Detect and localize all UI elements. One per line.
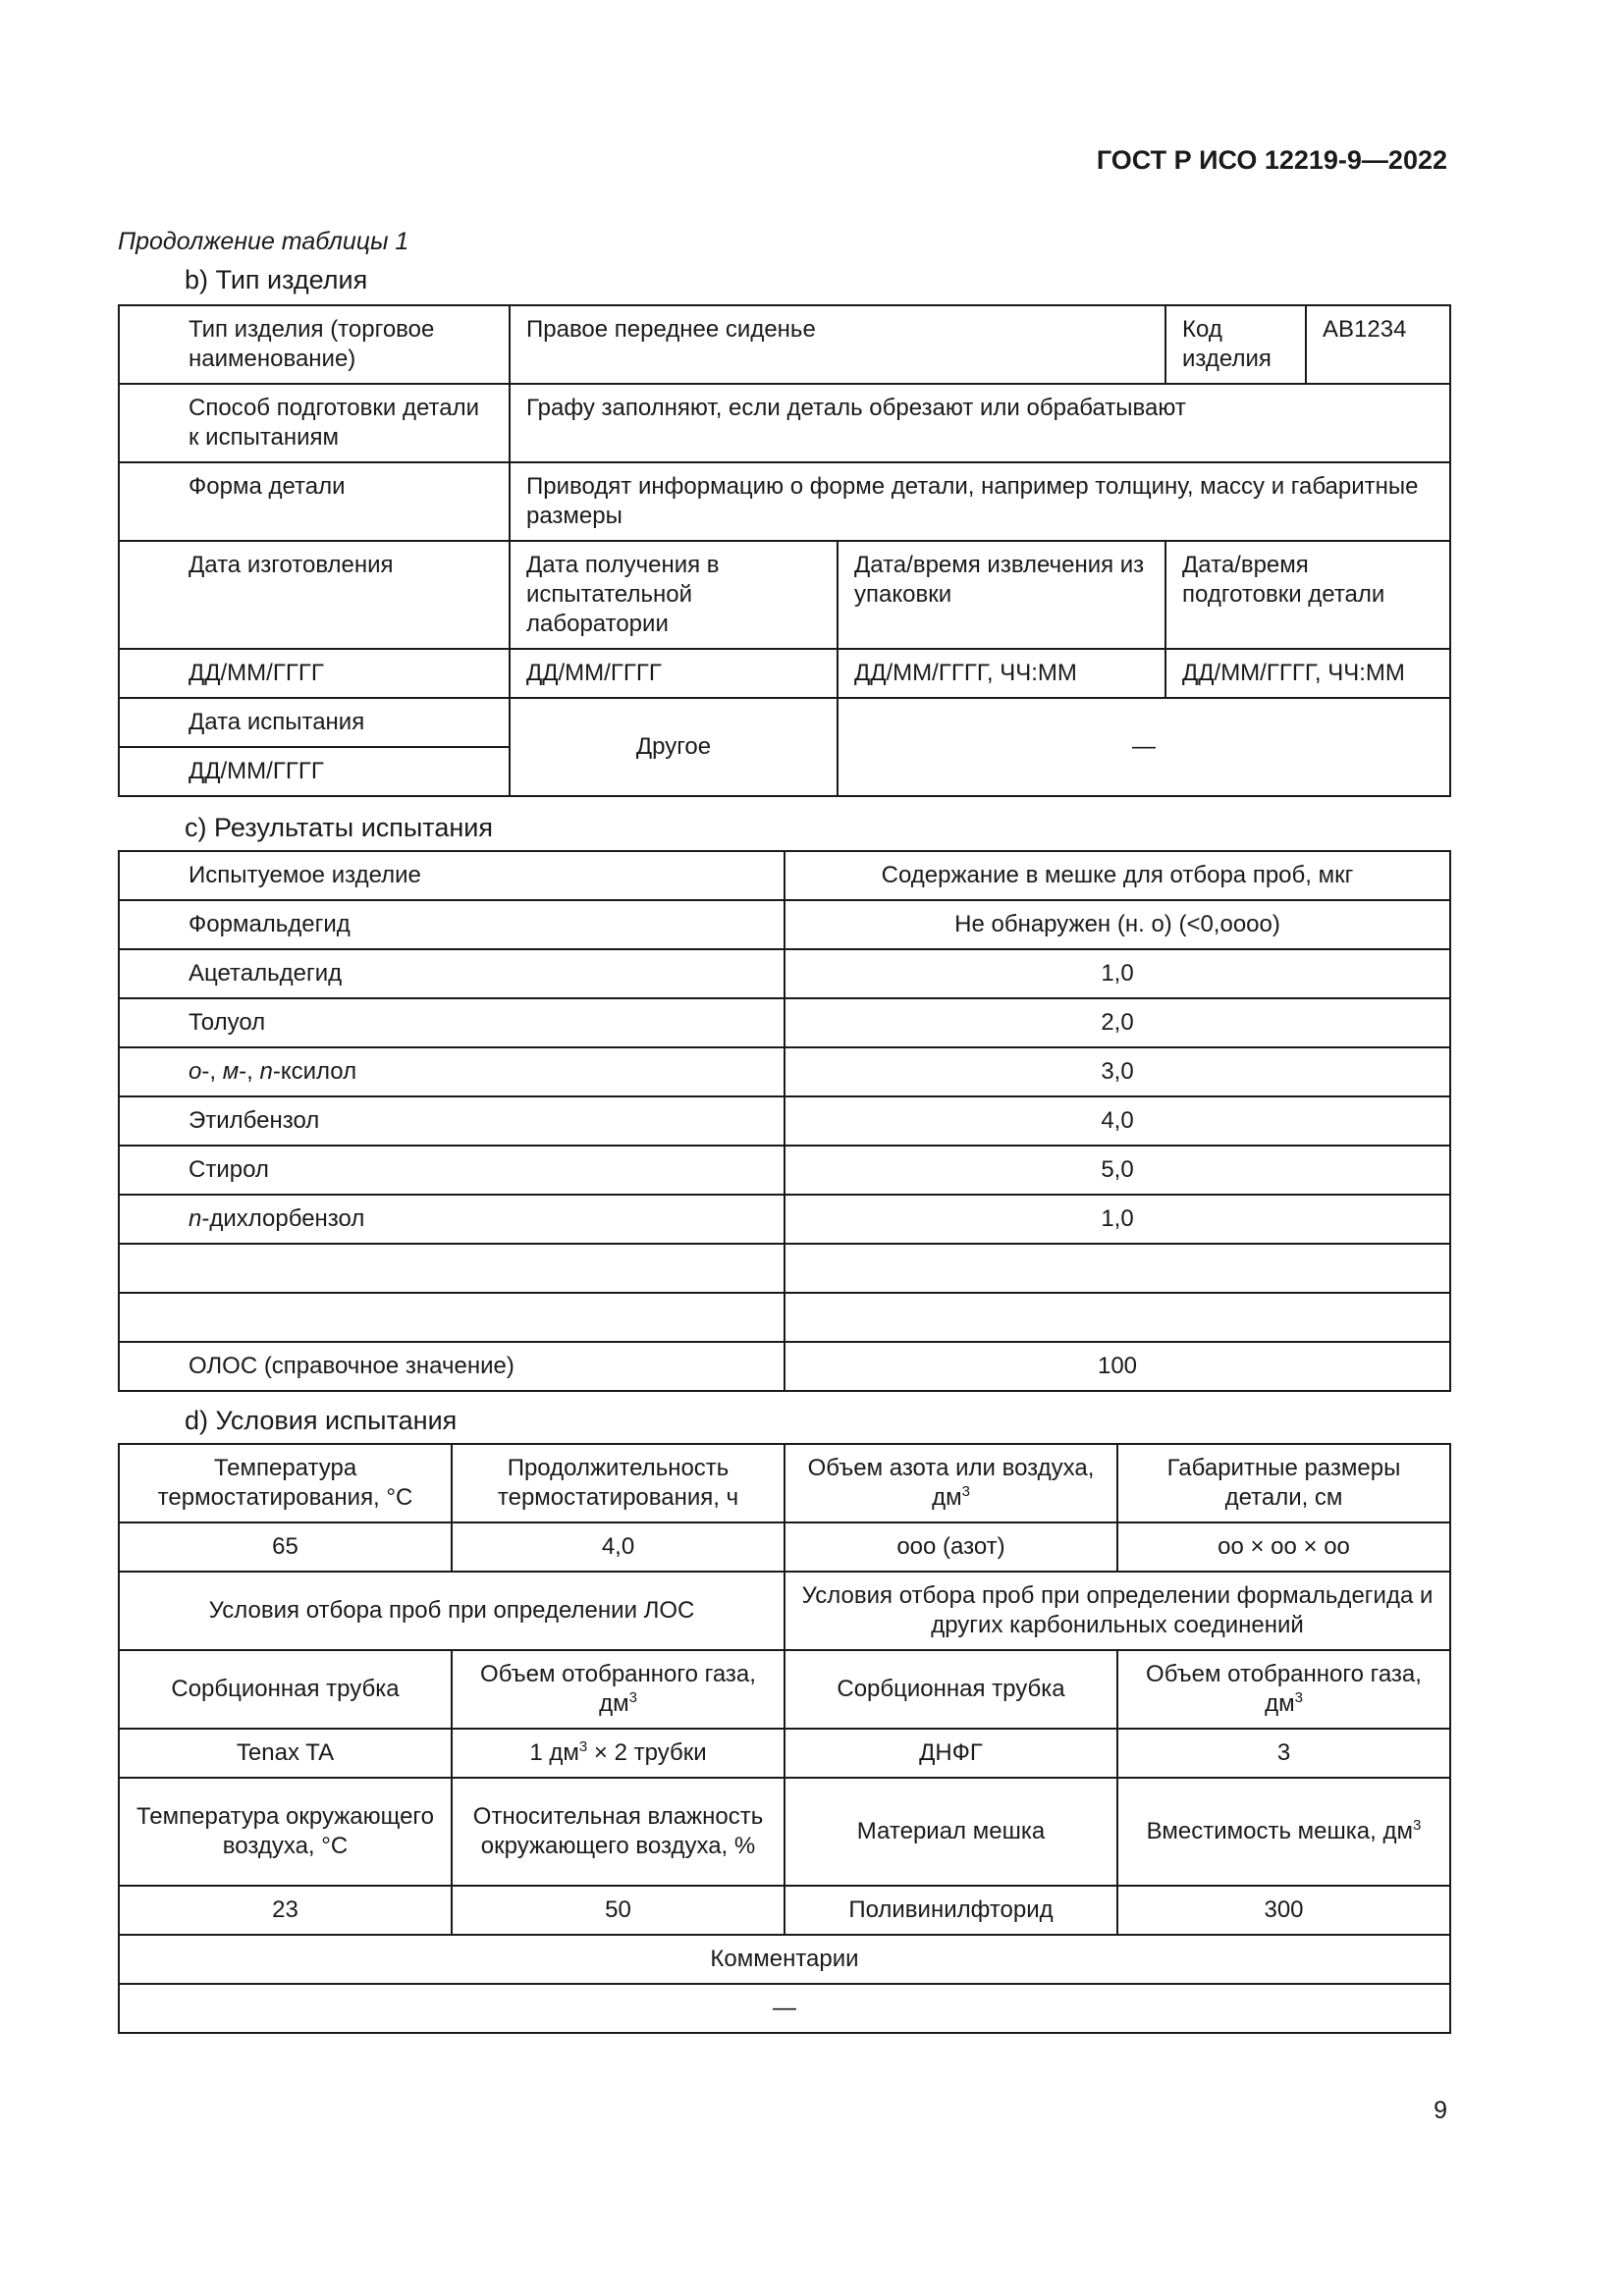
substance-value: 4,0 <box>785 1096 1450 1146</box>
part-dimensions-header: Габаритные размеры детали, см <box>1117 1444 1450 1522</box>
substance-name: Ацетальдегид <box>119 949 785 998</box>
substance-name: Стирол <box>119 1146 785 1195</box>
results-header-item: Испытуемое изделие <box>119 851 785 900</box>
voc-tube-header: Сорбционная трубка <box>119 1650 452 1729</box>
section-b-title: b) Тип изделия <box>185 265 368 294</box>
preparation-date-header: Дата/время подготовки детали <box>1165 541 1450 649</box>
bag-material-header: Материал мешка <box>785 1778 1117 1886</box>
unpack-date-header: Дата/время извлечения из упаковки <box>838 541 1165 649</box>
table-row <box>119 1195 1450 1244</box>
substance-value: 100 <box>785 1342 1450 1391</box>
manufacture-date-value: ДД/ММ/ГГГГ <box>119 649 510 698</box>
voc-gas-volume-value <box>452 1729 785 1778</box>
table-continuation-label: Продолжение таблицы 1 <box>118 228 409 255</box>
product-code-value: AB1234 <box>1306 305 1450 384</box>
carbonyl-gas-volume-header-text: Объем отобранного газа, дм <box>1146 1661 1422 1717</box>
other-value: — <box>838 698 1450 796</box>
superscript: 3 <box>961 1483 970 1500</box>
thermo-duration-value: 4,0 <box>452 1522 785 1572</box>
bag-capacity-value: 300 <box>1117 1886 1450 1935</box>
ambient-humidity-header: Относительная влажность окружающего воздуха, % <box>452 1778 785 1886</box>
section-c-title: c) Результаты испытания <box>185 813 493 842</box>
product-type-table <box>118 304 1451 797</box>
results-table <box>118 850 1451 1392</box>
product-code-label: Код изделия <box>1165 305 1306 384</box>
carbonyl-tube-header: Сорбционная трубка <box>785 1650 1117 1729</box>
table-row <box>119 998 1450 1047</box>
shape-label: Форма детали <box>119 462 510 541</box>
carbonyl-sampling-header: Условия отбора проб при определении формальдегида и других карбонильных соединений <box>785 1572 1450 1650</box>
table-row <box>119 1146 1450 1195</box>
voc-gas-volume-unit: 1 дм <box>529 1739 579 1766</box>
substance-name-prefix-o: о <box>189 1058 202 1085</box>
superscript: 3 <box>628 1689 637 1706</box>
voc-gas-volume-header <box>452 1650 785 1729</box>
substance-value: 3,0 <box>785 1047 1450 1096</box>
results-header-content: Содержание в мешке для отбора проб, мкг <box>785 851 1450 900</box>
receipt-date-value: ДД/ММ/ГГГГ <box>510 649 838 698</box>
substance-name: ОЛОС (справочное значение) <box>119 1342 785 1391</box>
ambient-temp-header: Температура окружающего воздуха, °С <box>119 1778 452 1886</box>
substance-value: Не обнаружен (н. о) (<0,оооо) <box>785 900 1450 949</box>
test-date-value: ДД/ММ/ГГГГ <box>119 747 510 796</box>
substance-name: Толуол <box>119 998 785 1047</box>
substance-name-base: -дихлорбензол <box>201 1205 365 1232</box>
table-row <box>119 1342 1450 1391</box>
substance-value <box>785 1244 1450 1293</box>
comments-label: Комментарии <box>119 1935 1450 1984</box>
unpack-date-value: ДД/ММ/ГГГГ, ЧЧ:ММ <box>838 649 1165 698</box>
substance-name <box>119 1293 785 1342</box>
shape-value: Приводят информацию о форме детали, например толщину, массу и габаритные размеры <box>510 462 1450 541</box>
other-label: Другое <box>510 698 838 796</box>
table-row <box>119 900 1450 949</box>
table-row <box>119 949 1450 998</box>
substance-name <box>119 1195 785 1244</box>
substance-value: 5,0 <box>785 1146 1450 1195</box>
superscript: 3 <box>1294 1689 1303 1706</box>
carbonyl-tube-value: ДНФГ <box>785 1729 1117 1778</box>
substance-name-prefix-n: n <box>189 1205 202 1232</box>
substance-name-separator: -, <box>201 1058 223 1085</box>
table-row <box>119 1244 1450 1293</box>
preparation-date-value: ДД/ММ/ГГГГ, ЧЧ:ММ <box>1165 649 1450 698</box>
substance-name-base: -ксилол <box>272 1058 357 1085</box>
test-conditions-table <box>118 1443 1451 2034</box>
substance-value: 1,0 <box>785 949 1450 998</box>
gas-volume-value: ооо (азот) <box>785 1522 1117 1572</box>
preparation-label: Способ подготовки детали к испытаниям <box>119 384 510 462</box>
substance-name: Формальдегид <box>119 900 785 949</box>
substance-name <box>119 1047 785 1096</box>
table-row <box>119 1096 1450 1146</box>
substance-name: Этилбензол <box>119 1096 785 1146</box>
gas-volume-header <box>785 1444 1117 1522</box>
product-type-label: Тип изделия (торговое наименование) <box>119 305 510 384</box>
voc-gas-volume-header-text: Объем отобранного газа, дм <box>480 1661 756 1717</box>
superscript: 3 <box>1412 1817 1422 1834</box>
product-type-value: Правое переднее сиденье <box>510 305 1165 384</box>
ambient-temp-value: 23 <box>119 1886 452 1935</box>
substance-name-separator: -, <box>239 1058 260 1085</box>
document-id: ГОСТ Р ИСО 12219-9—2022 <box>1096 145 1447 175</box>
preparation-value: Графу заполняют, если деталь обрезают или обрабатывают <box>510 384 1450 462</box>
manufacture-date-header: Дата изготовления <box>119 541 510 649</box>
thermo-temp-header: Температура термостатирования, °С <box>119 1444 452 1522</box>
substance-name <box>119 1244 785 1293</box>
section-d-title: d) Условия испытания <box>185 1406 458 1435</box>
gas-volume-header-text: Объем азота или воздуха, дм <box>807 1455 1095 1511</box>
voc-sampling-header: Условия отбора проб при определении ЛОС <box>119 1572 785 1650</box>
table-row <box>119 1293 1450 1342</box>
superscript: 3 <box>578 1738 588 1755</box>
substance-value <box>785 1293 1450 1342</box>
bag-material-value: Поливинилфторид <box>785 1886 1117 1935</box>
substance-value: 1,0 <box>785 1195 1450 1244</box>
voc-tube-value: Tenax TA <box>119 1729 452 1778</box>
page-number: 9 <box>1434 2097 1447 2124</box>
carbonyl-gas-volume-value: 3 <box>1117 1729 1450 1778</box>
ambient-humidity-value: 50 <box>452 1886 785 1935</box>
bag-capacity-header-text: Вместимость мешка, дм <box>1146 1818 1413 1844</box>
test-date-label: Дата испытания <box>119 698 510 747</box>
receipt-date-header: Дата получения в испытательной лаборатории <box>510 541 838 649</box>
carbonyl-gas-volume-header <box>1117 1650 1450 1729</box>
substance-name-prefix-m: м <box>222 1058 240 1085</box>
part-dimensions-value: оо × оо × оо <box>1117 1522 1450 1572</box>
table-row <box>119 1047 1450 1096</box>
comments-value: — <box>119 1984 1450 2033</box>
voc-gas-volume-tubes: × 2 трубки <box>587 1739 707 1766</box>
thermo-temp-value: 65 <box>119 1522 452 1572</box>
substance-value: 2,0 <box>785 998 1450 1047</box>
substance-name-prefix-n: n <box>259 1058 273 1085</box>
bag-capacity-header <box>1117 1778 1450 1886</box>
thermo-duration-header: Продолжительность термостатирования, ч <box>452 1444 785 1522</box>
